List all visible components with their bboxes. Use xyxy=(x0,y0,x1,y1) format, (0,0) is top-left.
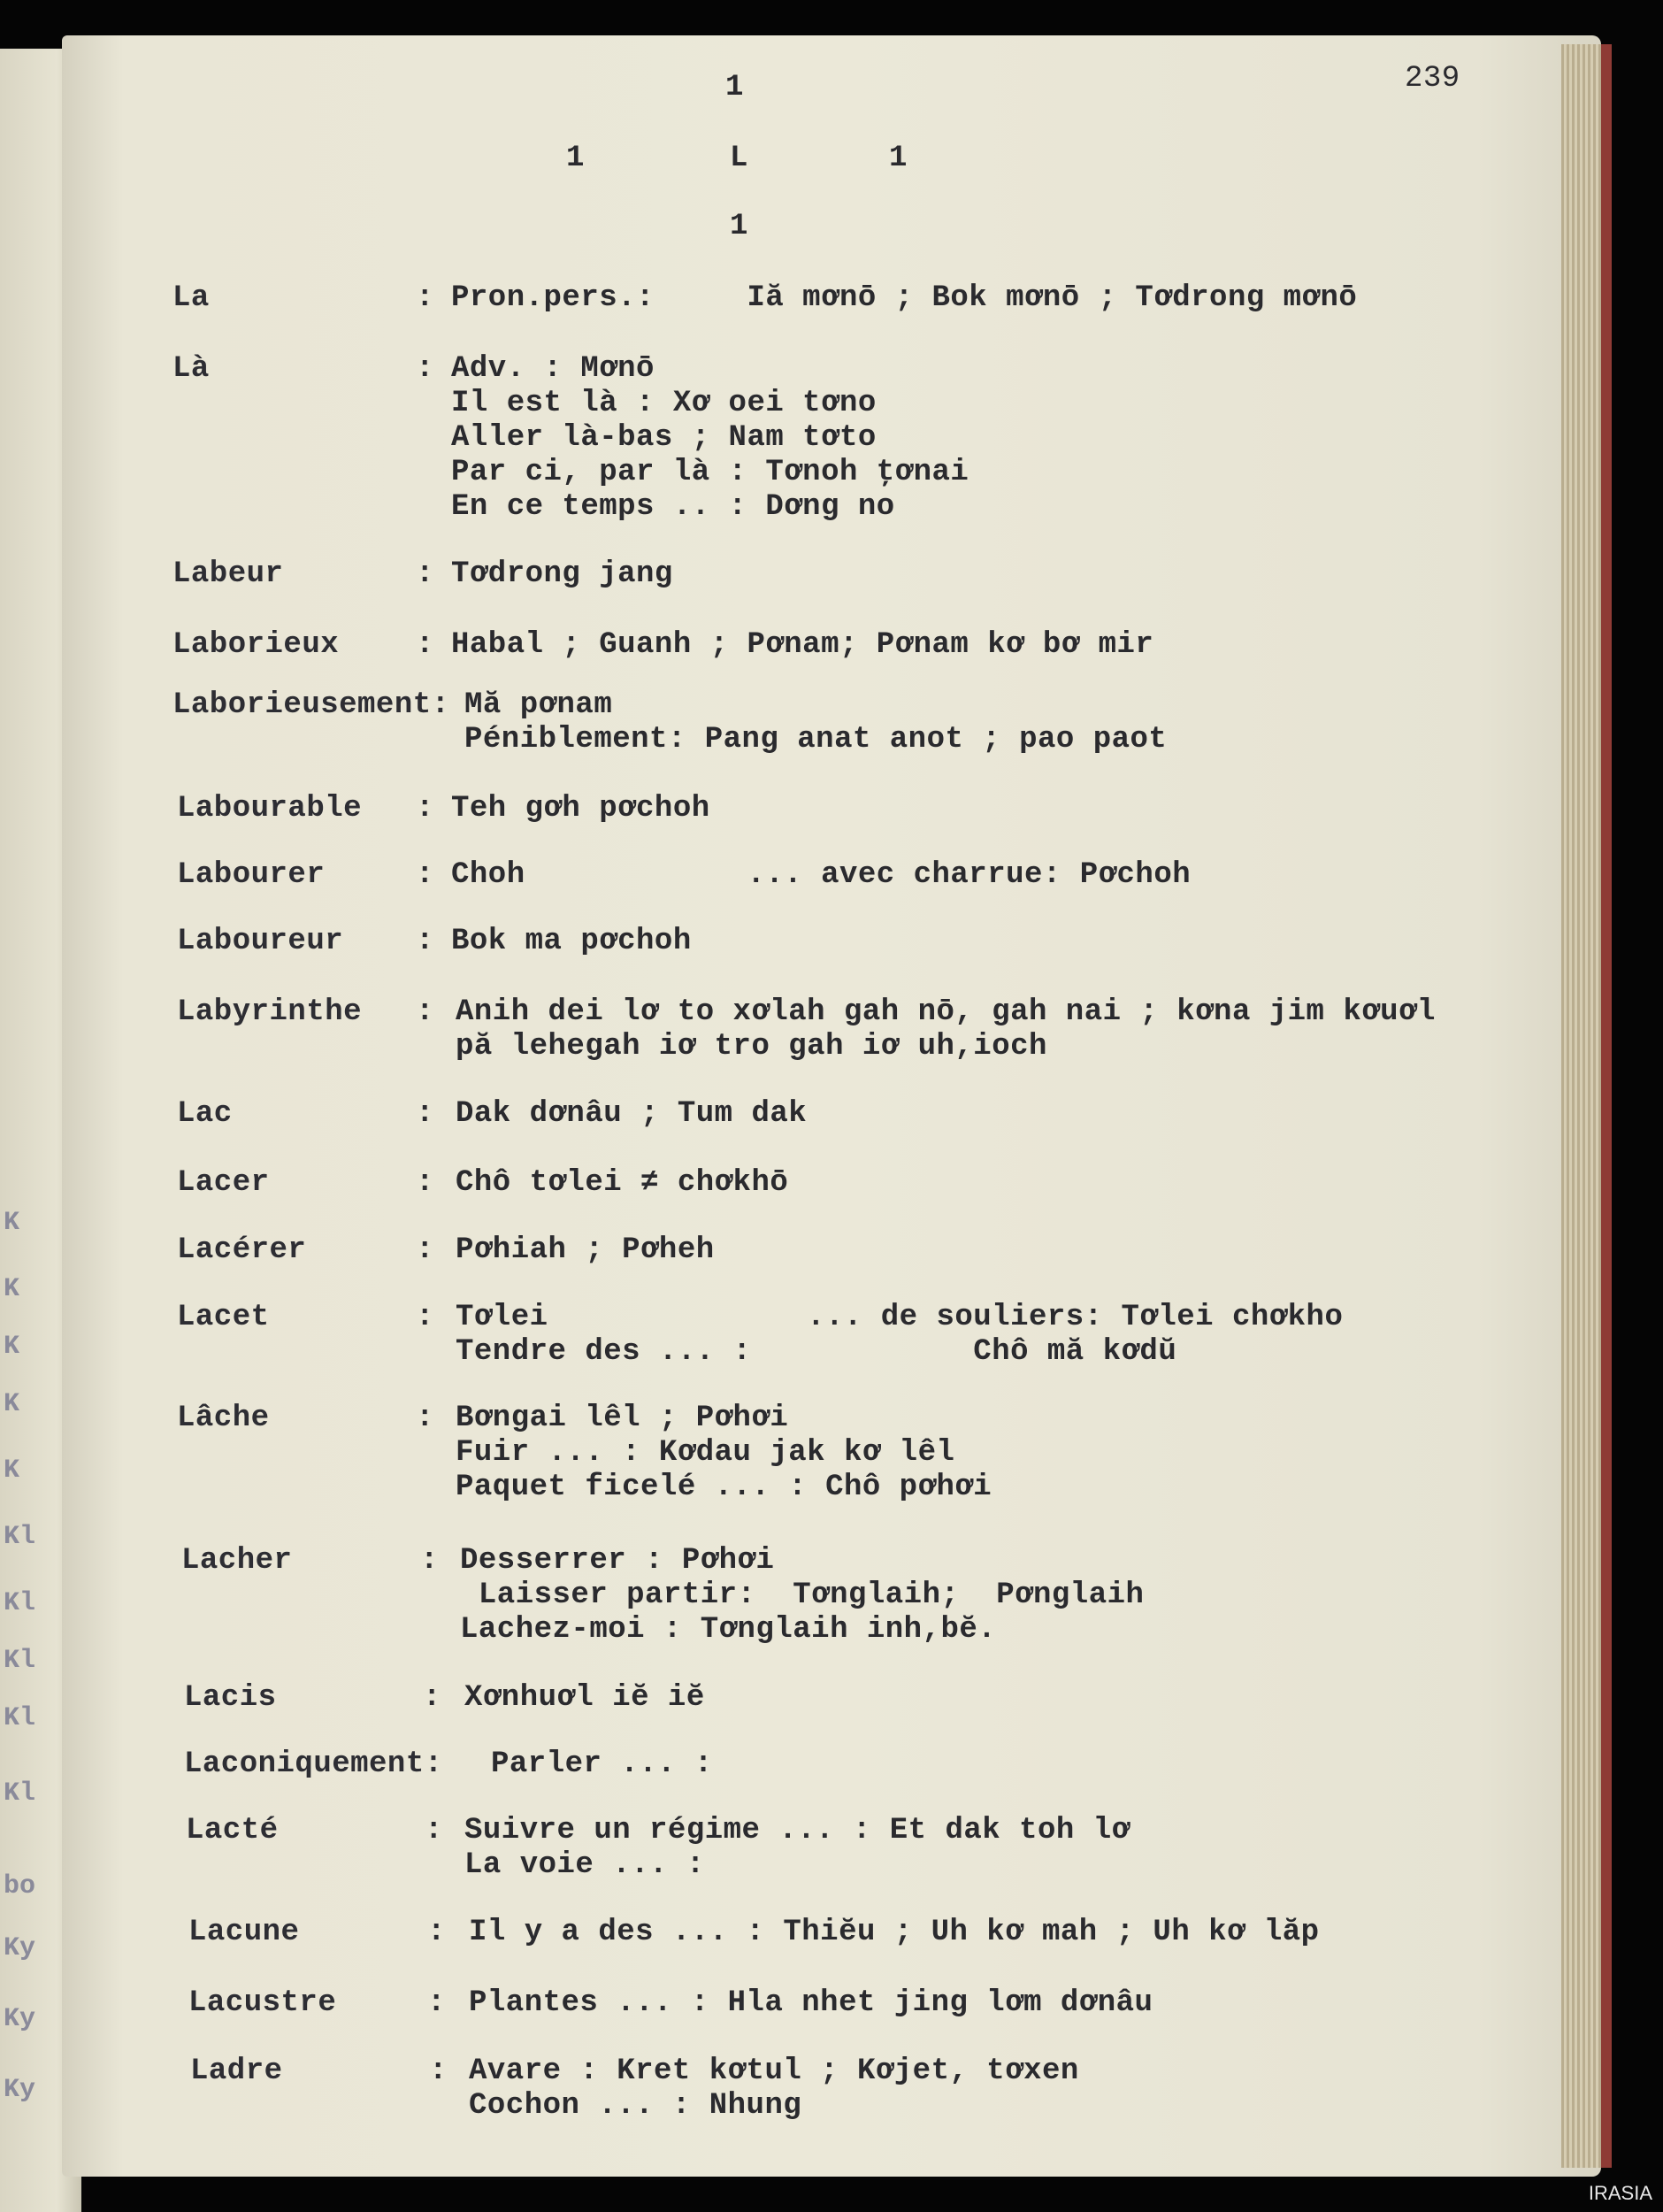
ghost-text: Kl xyxy=(4,1703,36,1733)
definition-line: Il y a des ... : Thiĕu ; Uh kơ mah ; Uh kơ lăp xyxy=(469,1916,1320,1949)
entry-separator: : xyxy=(423,1681,441,1715)
headword: Lacher xyxy=(181,1544,293,1578)
definition-line: Aller là-bas ; Nam tơto xyxy=(451,421,877,455)
entry-separator: : xyxy=(416,1301,434,1334)
definition-line: Fuir ... : Kơdau jak kơ lêl xyxy=(456,1436,955,1470)
ghost-text: Kl xyxy=(4,1778,36,1809)
dictionary-page xyxy=(62,35,1601,2177)
entry-separator: : xyxy=(416,858,434,892)
ghost-text: K xyxy=(4,1332,20,1362)
ghost-text: K xyxy=(4,1274,20,1304)
definition-line: Bok ma pơchoh xyxy=(451,925,692,958)
definition-line: Péniblement: Pang anat anot ; pao paot xyxy=(464,723,1168,757)
entry-separator: : xyxy=(416,792,434,826)
headword: La xyxy=(172,281,210,315)
definition-line: Desserrer : Pơhơi xyxy=(460,1544,775,1578)
ghost-text: Kl xyxy=(4,1522,36,1552)
section-heading-bottom: 1 xyxy=(730,210,748,243)
ghost-text: K xyxy=(4,1208,20,1238)
headword: Lâche xyxy=(177,1402,270,1435)
headword: Lacustre xyxy=(188,1986,337,2020)
definition-line: Teh gơh pơchoh xyxy=(451,792,710,826)
definition-line: Il est là : Xơ oei tơno xyxy=(451,387,877,420)
headword: Labyrinthe xyxy=(177,995,363,1029)
ghost-text: K xyxy=(4,1389,20,1419)
entry-separator: : xyxy=(416,925,434,958)
headword: Laborieux xyxy=(172,628,340,662)
definition-line: Paquet ficelé ... : Chô pơhơi xyxy=(456,1471,992,1504)
definition-line: Tơdrong jang xyxy=(451,557,673,591)
definition-line: Xơnhuơl iĕ iĕ xyxy=(464,1681,705,1715)
definition-line: Adv. : Mơnō xyxy=(451,352,655,386)
ghost-text: Kl xyxy=(4,1646,36,1676)
definition-line: Lachez-moi : Tơnglaih inh,bĕ. xyxy=(460,1613,997,1647)
definition-line: Habal ; Guanh ; Pơnam; Pơnam kơ bơ mir xyxy=(451,628,1154,662)
ghost-text: Ky xyxy=(4,2075,36,2105)
entry-separator: : xyxy=(416,281,434,315)
entry-separator: : xyxy=(427,1916,446,1949)
headword: Lac xyxy=(177,1097,233,1131)
ghost-text: Ky xyxy=(4,2004,36,2034)
headword: Lacune xyxy=(188,1916,300,1949)
definition-line: Tendre des ... : Chô mă kơdŭ xyxy=(456,1335,1177,1369)
section-letter: 1 xyxy=(889,142,908,175)
page-number: 239 xyxy=(1405,62,1460,96)
definition-line: pă lehegah iơ tro gah iơ uh,ioch xyxy=(456,1030,1047,1064)
section-heading-top: 1 xyxy=(725,71,744,104)
section-letter: L xyxy=(730,142,748,175)
ghost-text: Ky xyxy=(4,1933,36,1963)
definition-line: Laisser partir: Tơnglaih; Pơnglaih xyxy=(460,1578,1145,1612)
book-edge xyxy=(1601,44,1612,2168)
definition-line: Choh ... avec charrue: Pơchoh xyxy=(451,858,1192,892)
definition-line: Avare : Kret kơtul ; Kơjet, tơxen xyxy=(469,2055,1079,2088)
definition-line: Par ci, par là : Tơnoh ţơnai xyxy=(451,456,969,489)
entry-separator: : xyxy=(429,2055,448,2088)
headword: Labourer xyxy=(177,858,326,892)
entry-separator: : xyxy=(416,352,434,386)
headword: Labeur xyxy=(172,557,284,591)
headword: Lacté xyxy=(186,1814,279,1847)
definition-line: La voie ... : xyxy=(464,1848,705,1882)
headword: Laboureur xyxy=(177,925,344,958)
entry-separator: : xyxy=(416,628,434,662)
definition-line: Pron.pers.: Iă mơnō ; Bok mơnō ; Tơdrong mơnō xyxy=(451,281,1358,315)
definition-line: Chô tơlei ≠ chơkhō xyxy=(456,1166,789,1200)
definition-line: Cochon ... : Nhung xyxy=(469,2089,802,2123)
entry-separator: : xyxy=(416,1233,434,1267)
definition-line: Mă pơnam xyxy=(464,688,613,722)
entry-separator: : xyxy=(416,1402,434,1435)
headword: Lacet xyxy=(177,1301,270,1334)
ghost-text: Kl xyxy=(4,1588,36,1618)
entry-separator: : xyxy=(420,1544,439,1578)
definition-line: Parler ... : xyxy=(491,1747,713,1781)
definition-line: Suivre un régime ... : Et dak toh lơ xyxy=(464,1814,1130,1847)
entry-separator: : xyxy=(425,1814,443,1847)
ghost-text: K xyxy=(4,1455,20,1486)
page-edges xyxy=(1561,44,1606,2168)
entry-separator: : xyxy=(427,1986,446,2020)
definition-line: Pơhiah ; Pơheh xyxy=(456,1233,715,1267)
definition-line: Bơngai lêl ; Pơhơi xyxy=(456,1402,789,1435)
entry-separator: : xyxy=(416,995,434,1029)
section-letter: 1 xyxy=(566,142,585,175)
headword: Lacis xyxy=(184,1681,277,1715)
footer-watermark: IRASIA xyxy=(1588,2182,1652,2204)
headword: Laborieusement: xyxy=(172,688,450,722)
definition-line: Dak dơnâu ; Tum dak xyxy=(456,1097,808,1131)
headword: Là xyxy=(172,352,210,386)
headword: Laconiquement: xyxy=(184,1747,443,1781)
definition-line: Anih dei lơ to xơlah gah nō, gah nai ; kơna jim kơuơl xyxy=(456,995,1436,1029)
headword: Lacérer xyxy=(177,1233,307,1267)
ghost-text: bo xyxy=(4,1871,36,1901)
headword: Lacer xyxy=(177,1166,270,1200)
headword: Ladre xyxy=(190,2055,283,2088)
definition-line: En ce temps .. : Dơng no xyxy=(451,490,895,524)
entry-separator: : xyxy=(416,1166,434,1200)
headword: Labourable xyxy=(177,792,363,826)
entry-separator: : xyxy=(416,1097,434,1131)
entry-separator: : xyxy=(416,557,434,591)
definition-line: Tơlei ... de souliers: Tơlei chơkho xyxy=(456,1301,1344,1334)
definition-line: Plantes ... : Hla nhet jing lơm dơnâu xyxy=(469,1986,1153,2020)
